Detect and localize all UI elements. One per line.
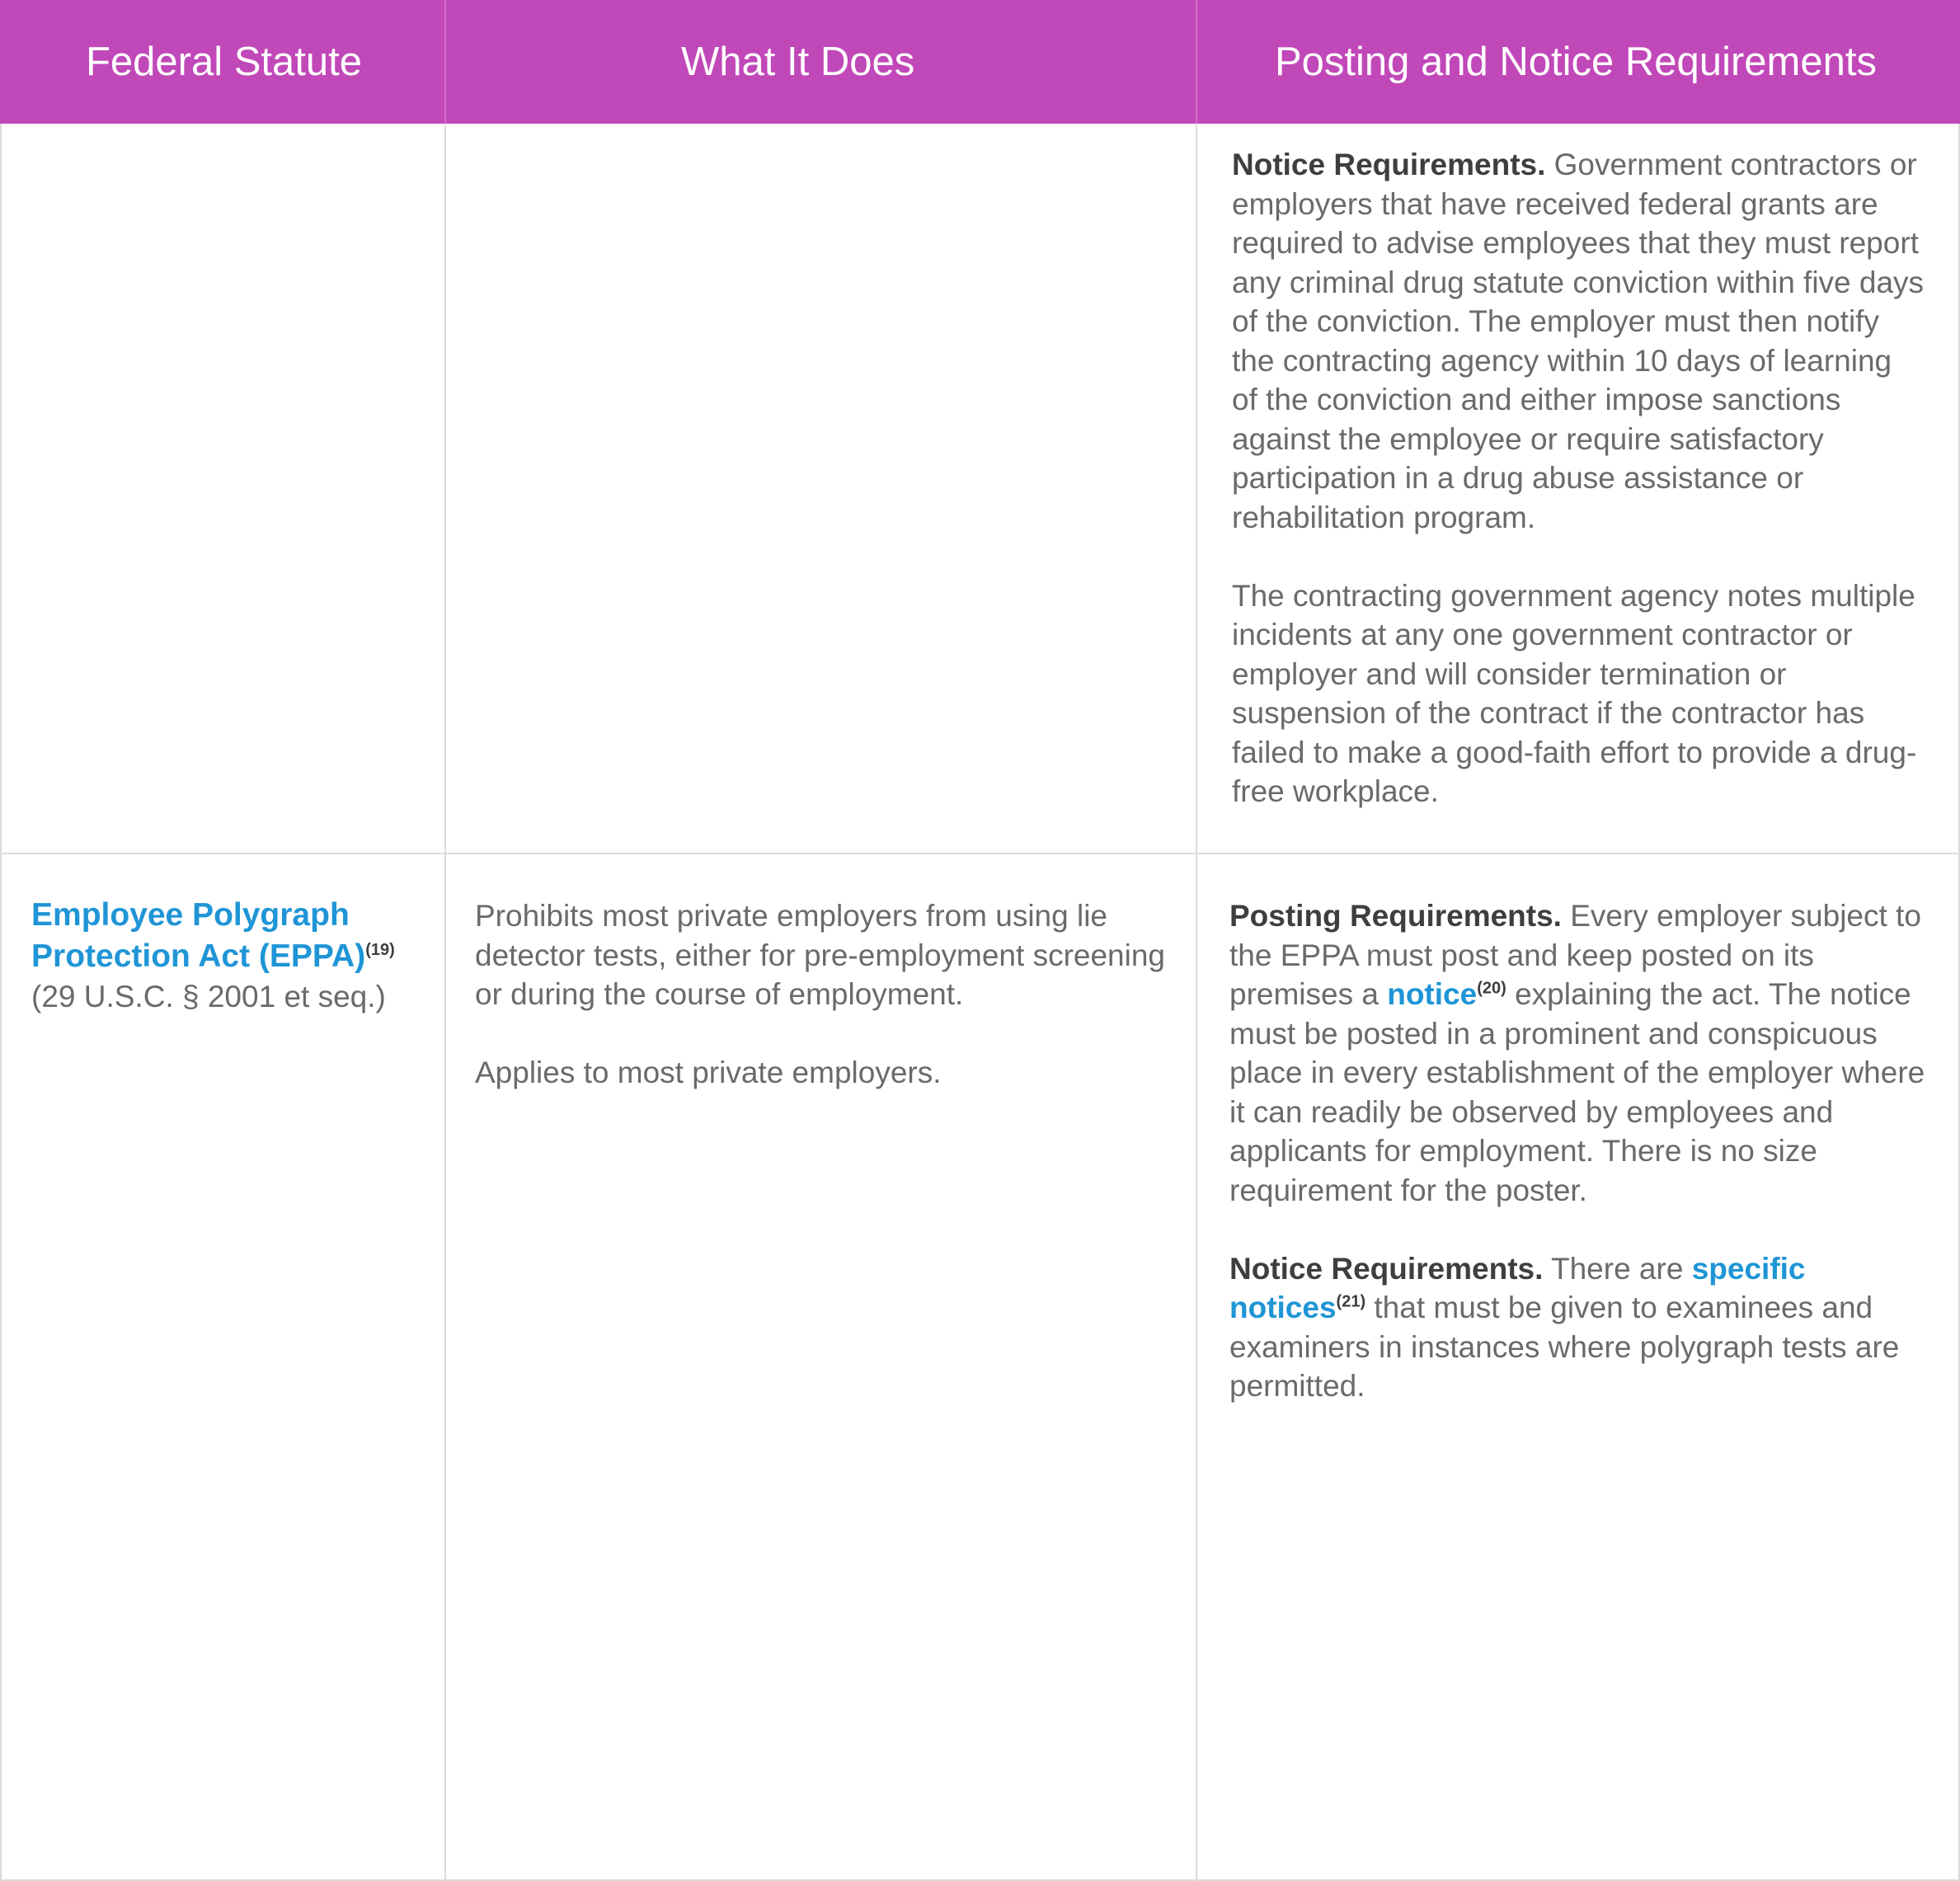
table-left-border xyxy=(0,124,2,1881)
statute-cell-eppa xyxy=(31,895,419,1017)
what-it-does-text: Prohibits most private employers from using lie detector tests, either for pre-employment screening or during the course of employment. xyxy=(475,899,1165,1011)
posting-requirements-paragraph xyxy=(1229,896,1926,1210)
footnote-ref-20: (20) xyxy=(1477,979,1506,998)
notice-text-before-link: There are xyxy=(1551,1251,1684,1286)
specific-notices-link[interactable]: specific notices xyxy=(1229,1251,1806,1324)
statute-name-link[interactable] xyxy=(31,895,419,977)
column-divider xyxy=(1196,0,1197,124)
table-row-continued-requirements xyxy=(1232,145,1925,811)
row-divider xyxy=(0,853,1960,854)
notice-text-after-link: that must be given to examinees and examiners in instances where polygraph tests are permitted. xyxy=(1229,1291,1900,1403)
column-header-federal-statute: Federal Statute xyxy=(86,40,363,84)
notice-link[interactable]: notice xyxy=(1387,977,1478,1011)
footnote-ref-19: (19) xyxy=(365,941,395,959)
column-header-what-it-does: What It Does xyxy=(681,40,915,84)
statute-citation: (29 U.S.C. § 2001 et seq.) xyxy=(31,980,386,1013)
notice-requirements-paragraph xyxy=(1232,145,1925,537)
notice-requirements-paragraph xyxy=(1229,1249,1926,1406)
requirements-cell-eppa xyxy=(1229,896,1926,1406)
posting-requirements-heading: Posting Requirements. xyxy=(1229,899,1562,933)
column-divider xyxy=(444,0,446,124)
contract-termination-paragraph: The contracting government agency notes multiple incidents at any one government contractor or employer and will consider termination or suspension of the contract if the contractor has failed to make a good-faith effort to provide a drug-free workplace. xyxy=(1232,578,1917,808)
footnote-ref-21: (21) xyxy=(1336,1292,1366,1311)
posting-text-after-link: explaining the act. The notice must be posted in a prominent and conspicuous place in every establishment of the employer where it can readily be observed by employees and applicants for employment. There is no size requirement for the poster. xyxy=(1229,977,1925,1207)
notice-requirements-heading: Notice Requirements. xyxy=(1229,1251,1544,1286)
column-divider xyxy=(444,124,446,1881)
posting-text-before-link: Every employer subject to the EPPA must post and keep posted on its premises a xyxy=(1229,899,1921,1011)
notice-requirements-text: Government contractors or employers that have received federal grants are required to advise employees that they must report any criminal drug statute conviction within five days of the conviction. The employer must then notify the contracting agency within 10 days of learning of the conviction and either impose sanctions against the employee or require satisfactory participation in a drug abuse assistance or rehabilitation program. xyxy=(1232,148,1925,534)
statute-name-line2[interactable]: Protection Act (EPPA) xyxy=(31,938,366,974)
applies-to-text: Applies to most private employers. xyxy=(475,1056,942,1089)
what-it-does-cell-eppa xyxy=(475,896,1176,1093)
statute-name-line1[interactable]: Employee Polygraph xyxy=(31,897,350,933)
column-header-posting-requirements: Posting and Notice Requirements xyxy=(1275,40,1877,84)
table-header xyxy=(0,0,1960,124)
column-divider xyxy=(1196,124,1197,1881)
notice-requirements-heading: Notice Requirements. xyxy=(1232,148,1546,181)
